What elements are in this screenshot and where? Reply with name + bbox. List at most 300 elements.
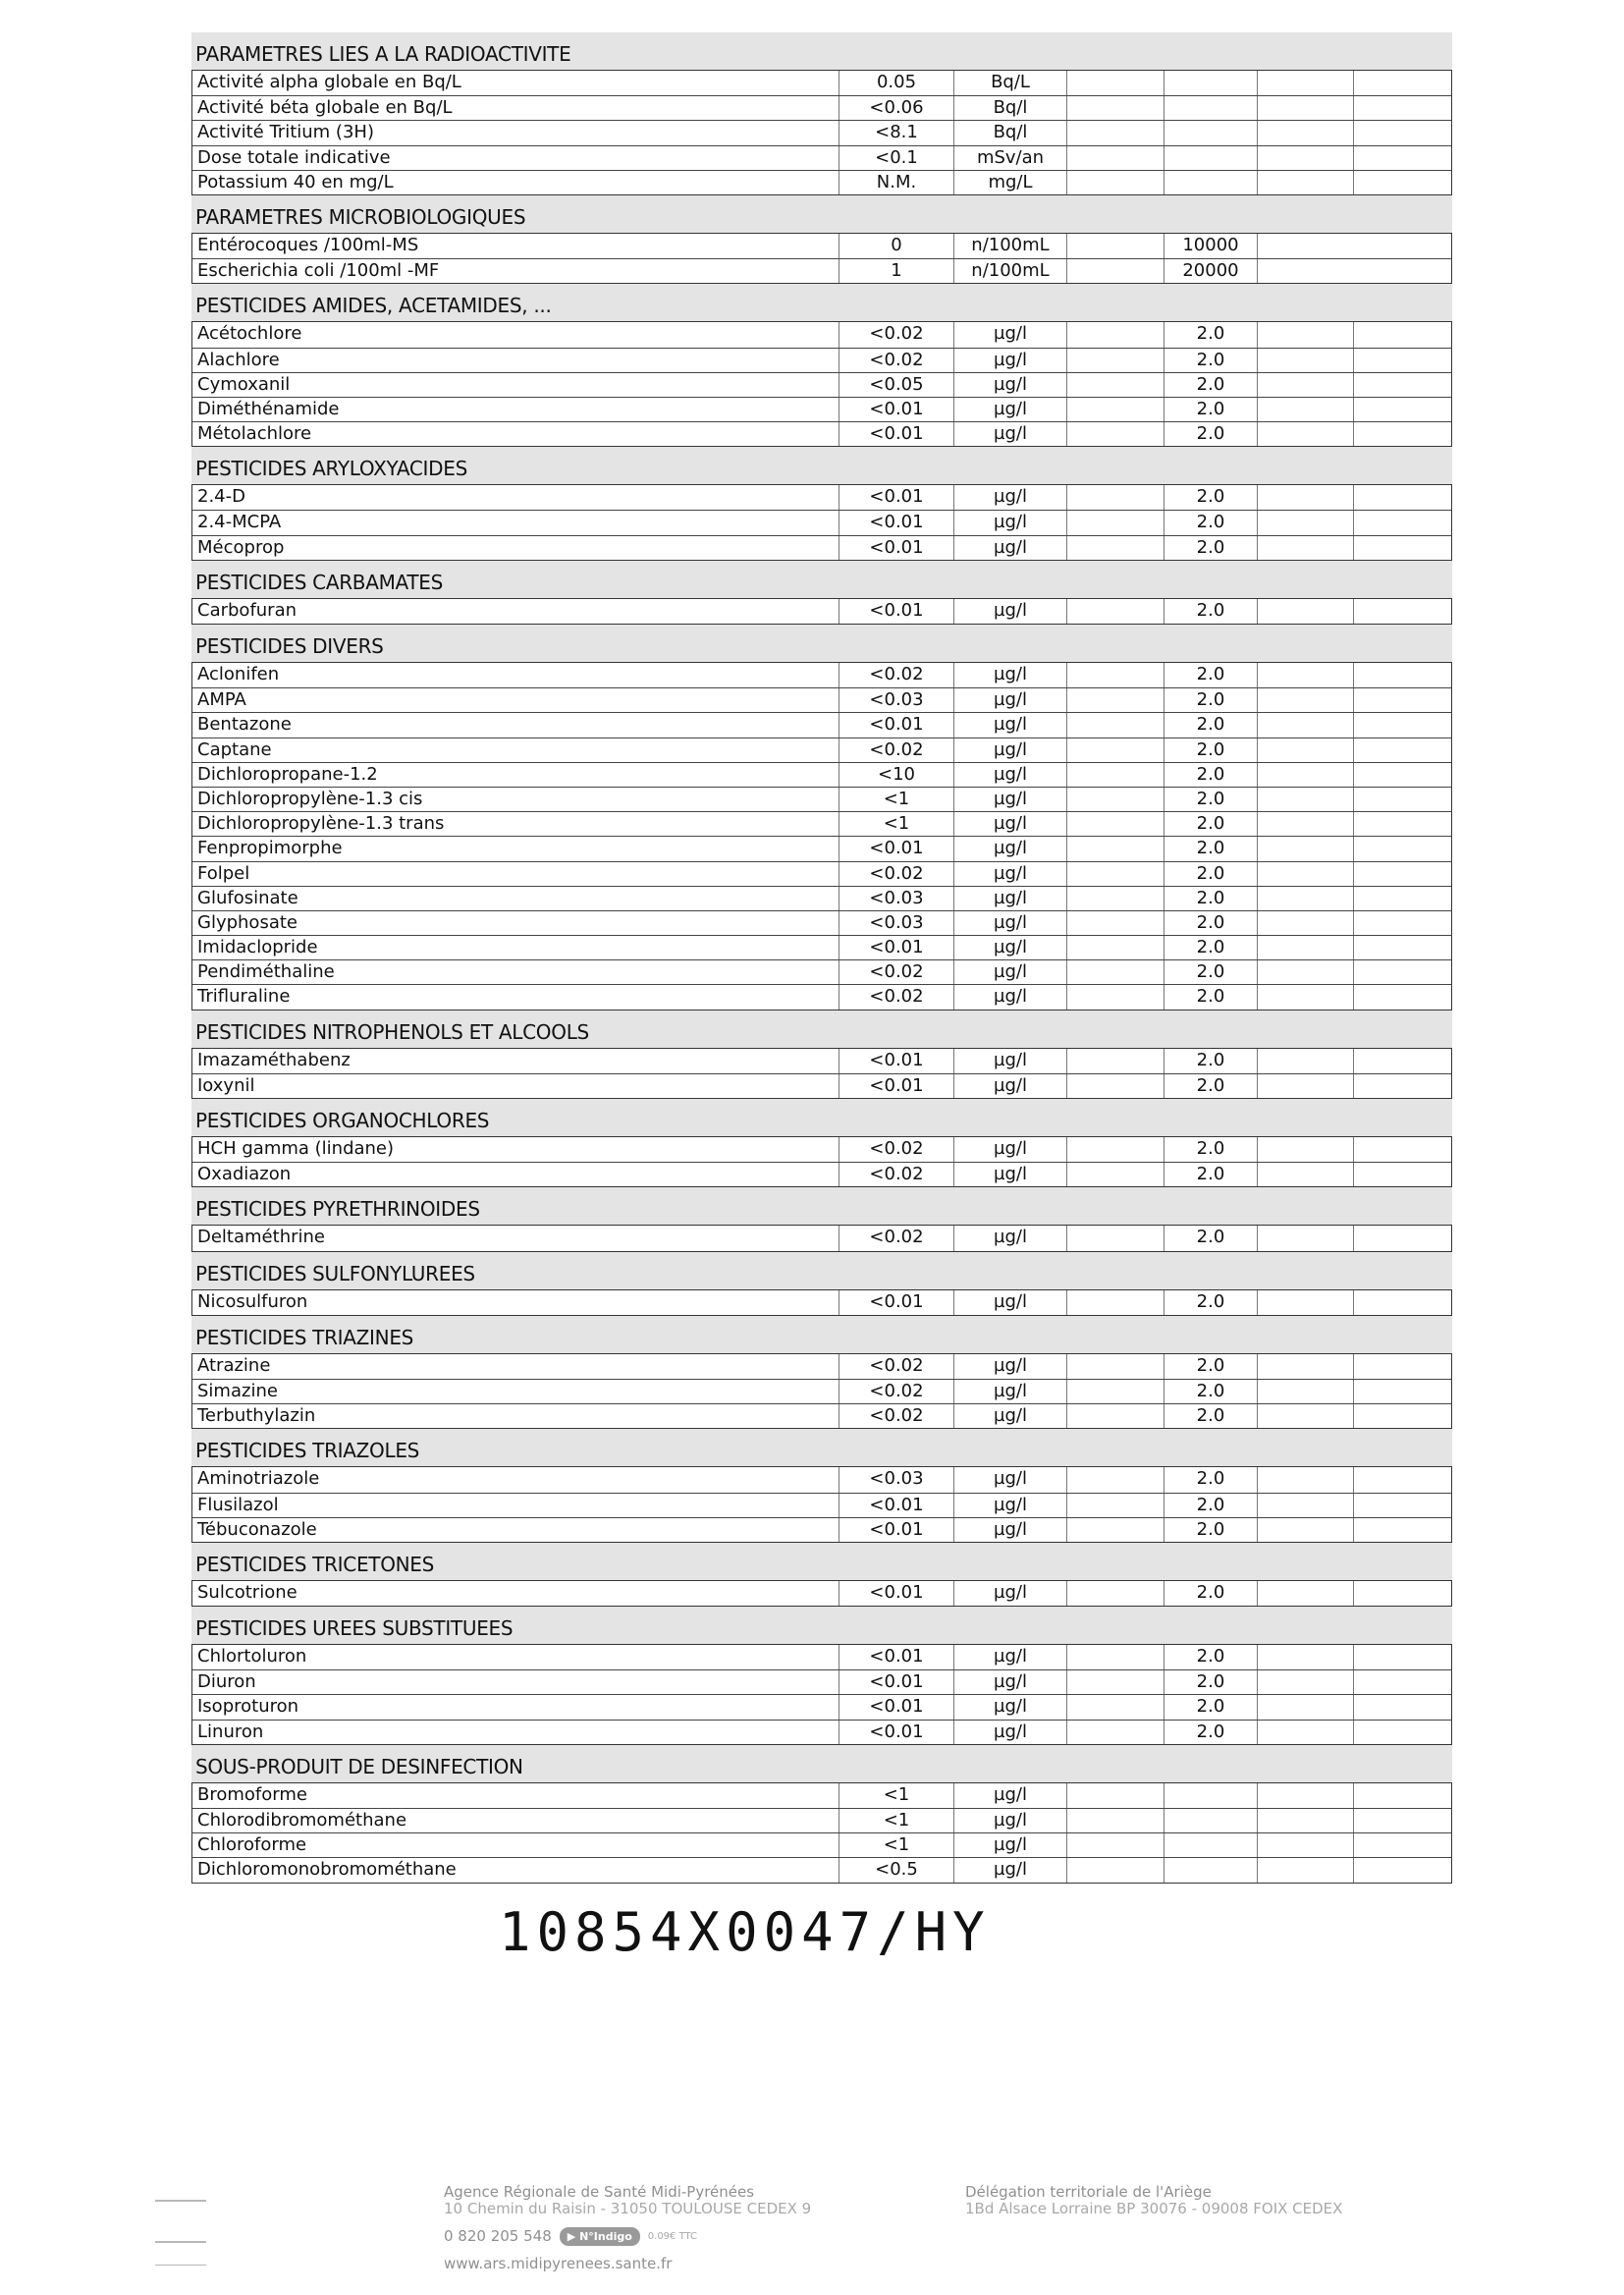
result-value: <8.1 [839,121,953,144]
empty-cell [1066,71,1164,95]
limit-value: 2.0 [1164,887,1257,910]
empty-cell [1066,1494,1164,1517]
parameter-name: Flusilazol [197,1494,279,1515]
empty-cell [1066,1137,1164,1162]
result-unit: µg/l [953,485,1066,510]
table-row [192,861,1451,886]
results-table [191,32,1452,1884]
empty-cell [1066,398,1164,421]
indigo-badge [560,2227,640,2246]
result-value: <0.02 [839,349,953,372]
empty-cell [1066,485,1164,510]
limit-value: 2.0 [1164,373,1257,397]
limit-value [1164,1783,1257,1808]
empty-cell [1066,1858,1164,1882]
parameter-name: Oxadiazon [197,1164,292,1185]
section-rows [191,233,1452,284]
result-unit: µg/l [953,1404,1066,1428]
parameter-name: Dichloromonobromométhane [197,1859,457,1881]
result-unit: µg/l [953,688,1066,712]
parameter-name: Chlorodibromométhane [197,1810,407,1831]
result-value: <0.02 [839,1404,953,1428]
empty-cell [1257,663,1353,687]
limit-value: 2.0 [1164,788,1257,811]
section-rows [191,1644,1452,1745]
result-value: <1 [839,1809,953,1832]
limit-value: 2.0 [1164,688,1257,712]
section-rows [191,662,1452,1011]
result-value: <0.01 [839,1695,953,1719]
result-value: <0.02 [839,738,953,762]
limit-value: 2.0 [1164,663,1257,687]
table-row [192,1354,1451,1379]
empty-cell [1066,788,1164,811]
limit-value: 2.0 [1164,322,1257,347]
limit-value: 2.0 [1164,1645,1257,1669]
limit-value [1164,121,1257,144]
table-row [192,1162,1451,1186]
result-value: <1 [839,788,953,811]
empty-cell [1257,738,1353,762]
result-value: <1 [839,1783,953,1808]
parameter-name: Alachlore [197,349,280,370]
parameter-name: Dichloropropylène-1.3 trans [197,813,445,835]
phone-line [444,2227,811,2246]
empty-cell [1257,1494,1353,1517]
parameter-name: Acétochlore [197,323,302,345]
parameter-name: Diuron [197,1671,256,1693]
result-value: <0.03 [839,1467,953,1492]
limit-value: 20000 [1164,259,1257,283]
play-icon: ▶ [567,2230,576,2243]
table-row [192,372,1451,397]
limit-value: 2.0 [1164,1467,1257,1492]
empty-cell [1066,738,1164,762]
empty-cell [1066,812,1164,836]
empty-cell [1353,1404,1451,1428]
empty-cell [1257,1695,1353,1719]
result-unit: mg/L [953,171,1066,194]
result-unit: µg/l [953,1354,1066,1379]
result-unit: Bq/L [953,71,1066,95]
result-unit: µg/l [953,911,1066,935]
result-value: <0.01 [839,936,953,959]
result-unit: µg/l [953,812,1066,836]
empty-cell [1353,713,1451,737]
empty-cell [1257,1290,1353,1315]
empty-cell [1353,485,1451,510]
parameter-name: Bentazone [197,714,292,736]
parameter-name: Tébuconazole [197,1518,317,1540]
table-row [192,145,1451,170]
table-row [192,1694,1451,1719]
empty-cell [1066,1163,1164,1186]
limit-value: 2.0 [1164,738,1257,762]
empty-cell [1353,663,1451,687]
result-value: <0.01 [839,837,953,860]
result-unit: µg/l [953,536,1066,560]
empty-cell [1353,322,1451,347]
result-value: <1 [839,1833,953,1857]
table-row [192,663,1451,687]
empty-cell [1066,663,1164,687]
empty-cell [1353,1494,1451,1517]
parameter-name: Mécoprop [197,536,285,558]
table-row [192,1467,1451,1492]
result-value: <0.02 [839,960,953,984]
result-unit: µg/l [953,1518,1066,1542]
result-unit: µg/l [953,1049,1066,1073]
result-value: <0.03 [839,911,953,935]
result-value: <0.02 [839,663,953,687]
empty-cell [1066,1695,1164,1719]
empty-cell [1257,763,1353,787]
footer-rule [155,2241,206,2243]
limit-value [1164,1809,1257,1832]
table-row [192,95,1451,120]
empty-cell [1257,96,1353,120]
empty-cell [1066,536,1164,560]
section-header: PESTICIDES ARYLOXYACIDES [191,447,1452,484]
empty-cell [1066,985,1164,1009]
limit-value: 2.0 [1164,1380,1257,1403]
limit-value: 2.0 [1164,862,1257,886]
footer-delegation-block [965,2184,1342,2217]
table-row [192,1720,1451,1744]
result-value: N.M. [839,171,953,194]
parameter-name: Activité alpha globale en Bq/L [197,72,461,92]
table-row [192,1808,1451,1832]
parameter-name: Aclonifen [197,664,280,684]
result-value: <0.01 [839,1518,953,1542]
empty-cell [1257,1581,1353,1606]
empty-cell [1066,713,1164,737]
parameter-name: 2.4-MCPA [197,512,282,533]
empty-cell [1353,1137,1451,1162]
empty-cell [1066,234,1164,258]
limit-value: 2.0 [1164,1137,1257,1162]
empty-cell [1257,536,1353,560]
empty-cell [1353,1670,1451,1694]
limit-value: 2.0 [1164,1049,1257,1073]
agency-website[interactable]: www.ars.midipyrenees.sante.fr [444,2255,673,2272]
result-value: <0.01 [839,536,953,560]
section-rows [191,1466,1452,1543]
table-row [192,1517,1451,1542]
table-row [192,738,1451,762]
table-row [192,535,1451,560]
table-row [192,1049,1451,1073]
limit-value: 2.0 [1164,713,1257,737]
parameter-name: Dose totale indicative [197,146,391,168]
result-value: <0.01 [839,511,953,534]
table-row [192,1581,1451,1606]
result-value: <1 [839,812,953,836]
result-unit: mSv/an [953,146,1066,170]
limit-value: 2.0 [1164,1290,1257,1315]
parameter-name: Carbofuran [197,599,298,621]
result-unit: µg/l [953,936,1066,959]
delegation-address: 1Bd Alsace Lorraine BP 30076 - 09008 FOIX CEDEX [965,2200,1343,2217]
result-unit: µg/l [953,1645,1066,1669]
section-header: PESTICIDES PYRETHRINOIDES [191,1187,1452,1225]
result-value: <0.01 [839,1645,953,1669]
table-row [192,599,1451,624]
parameter-name: Nicosulfuron [197,1290,308,1312]
parameter-name: HCH gamma (lindane) [197,1138,395,1159]
empty-cell [1066,171,1164,194]
table-row [192,959,1451,984]
section-rows [191,1353,1452,1430]
empty-cell [1353,837,1451,860]
table-row [192,687,1451,712]
empty-cell [1257,887,1353,910]
result-value: <0.5 [839,1858,953,1882]
empty-cell [1353,1809,1451,1832]
empty-cell [1353,1695,1451,1719]
limit-value: 2.0 [1164,1670,1257,1694]
empty-cell [1257,322,1353,347]
result-value: <0.02 [839,1163,953,1186]
empty-cell [1257,1518,1353,1542]
empty-cell [1066,322,1164,347]
empty-cell [1353,911,1451,935]
section-rows [191,1580,1452,1607]
section-header: PESTICIDES TRICETONES [191,1543,1452,1580]
table-row [192,811,1451,836]
empty-cell [1066,1049,1164,1073]
result-value: <0.01 [839,713,953,737]
limit-value: 2.0 [1164,1518,1257,1542]
result-value: <0.01 [839,1670,953,1694]
parameter-name: Isoproturon [197,1696,299,1718]
result-unit: µg/l [953,663,1066,687]
limit-value: 2.0 [1164,485,1257,510]
section-rows [191,484,1452,561]
limit-value: 2.0 [1164,837,1257,860]
empty-cell [1066,259,1164,283]
empty-cell [1257,1404,1353,1428]
empty-cell [1257,688,1353,712]
limit-value [1164,96,1257,120]
parameter-name: Fenpropimorphe [197,838,343,859]
empty-cell [1066,121,1164,144]
empty-cell [1257,1809,1353,1832]
table-row [192,120,1451,144]
table-row [192,421,1451,446]
result-unit: µg/l [953,960,1066,984]
limit-value [1164,71,1257,95]
empty-cell [1066,1581,1164,1606]
empty-cell [1257,121,1353,144]
parameter-name: Entérocoques /100ml-MS [197,234,419,255]
empty-cell [1257,1833,1353,1857]
limit-value: 2.0 [1164,1163,1257,1186]
section-header: PESTICIDES UREES SUBSTITUEES [191,1607,1452,1644]
result-unit: µg/l [953,887,1066,910]
empty-cell [1353,146,1451,170]
table-row [192,71,1451,95]
result-unit: µg/l [953,422,1066,446]
parameter-name: Escherichia coli /100ml -MF [197,260,440,282]
empty-cell [1257,1226,1353,1250]
empty-cell [1066,862,1164,886]
empty-cell [1066,1354,1164,1379]
empty-cell [1257,960,1353,984]
result-unit: µg/l [953,862,1066,886]
result-value: <0.01 [839,1290,953,1315]
result-unit: µg/l [953,713,1066,737]
empty-cell [1353,812,1451,836]
parameter-name: Dichloropropylène-1.3 cis [197,788,423,809]
section-rows [191,1782,1452,1884]
limit-value: 2.0 [1164,1074,1257,1098]
empty-cell [1066,1467,1164,1492]
empty-cell [1353,887,1451,910]
result-value: <0.01 [839,398,953,421]
table-row [192,170,1451,194]
result-unit: µg/l [953,349,1066,372]
parameter-name: Trifluraline [197,986,291,1008]
section-header: PESTICIDES ORGANOCHLORES [191,1099,1452,1136]
table-row [192,258,1451,283]
result-unit: µg/l [953,1581,1066,1606]
limit-value: 2.0 [1164,1226,1257,1250]
empty-cell [1066,1404,1164,1428]
result-unit: µg/l [953,1783,1066,1808]
parameter-name: Dichloropropane-1.2 [197,763,378,785]
empty-cell [1353,862,1451,886]
result-unit: µg/l [953,763,1066,787]
result-value: 1 [839,259,953,283]
limit-value [1164,1833,1257,1857]
limit-value: 2.0 [1164,536,1257,560]
result-unit: µg/l [953,1695,1066,1719]
empty-cell [1353,1833,1451,1857]
result-value: 0 [839,234,953,258]
empty-cell [1353,985,1451,1009]
table-row [192,1857,1451,1882]
limit-value [1164,146,1257,170]
empty-cell [1353,1380,1451,1403]
agency-name: Agence Régionale de Santé Midi-Pyrénées [444,2183,755,2201]
table-row [192,322,1451,347]
document-reference: 10854X0047/HY [499,1901,991,1963]
empty-cell [1353,1721,1451,1744]
limit-value: 2.0 [1164,349,1257,372]
result-value: 0.05 [839,71,953,95]
empty-cell [1066,1290,1164,1315]
empty-cell [1066,1670,1164,1694]
empty-cell [1257,985,1353,1009]
parameter-name: Glyphosate [197,911,298,933]
result-unit: µg/l [953,1809,1066,1832]
result-unit: µg/l [953,599,1066,624]
parameter-name: Activité béta globale en Bq/L [197,97,453,119]
result-unit: µg/l [953,1467,1066,1492]
result-unit: µg/l [953,1494,1066,1517]
limit-value: 2.0 [1164,1494,1257,1517]
empty-cell [1353,788,1451,811]
section-rows [191,1048,1452,1099]
section-rows [191,1225,1452,1251]
agency-address: 10 Chemin du Raisin - 31050 TOULOUSE CEDEX 9 [444,2200,812,2217]
limit-value: 2.0 [1164,763,1257,787]
delegation-name: Délégation territoriale de l'Ariège [965,2183,1212,2201]
section-rows [191,70,1452,195]
empty-cell [1257,1721,1353,1744]
section-header: PARAMETRES MICROBIOLOGIQUES [191,195,1452,233]
section-rows [191,321,1452,447]
result-unit: µg/l [953,1833,1066,1857]
parameter-name: Cymoxanil [197,373,291,395]
empty-cell [1353,536,1451,560]
result-unit: µg/l [953,1290,1066,1315]
parameter-name: Sulcotrione [197,1581,298,1603]
section-header: PESTICIDES AMIDES, ACETAMIDES, ... [191,284,1452,321]
limit-value: 2.0 [1164,1695,1257,1719]
empty-cell [1257,911,1353,935]
empty-cell [1257,349,1353,372]
result-value: <0.02 [839,322,953,347]
parameter-name: Potassium 40 en mg/L [197,171,394,192]
result-unit: µg/l [953,1670,1066,1694]
result-value: <0.05 [839,373,953,397]
empty-cell [1353,1163,1451,1186]
empty-cell [1066,422,1164,446]
result-unit: µg/l [953,1163,1066,1186]
empty-cell [1353,1290,1451,1315]
limit-value: 2.0 [1164,1354,1257,1379]
empty-cell [1257,511,1353,534]
result-unit: µg/l [953,1721,1066,1744]
empty-cell [1066,1809,1164,1832]
parameter-name: Folpel [197,862,250,884]
parameter-name: Activité Tritium (3H) [197,122,374,143]
footer-agency-block [444,2184,811,2272]
empty-cell [1257,1163,1353,1186]
empty-cell [1353,763,1451,787]
empty-cell [1066,599,1164,624]
table-row [192,234,1451,258]
parameter-name: Chlortoluron [197,1646,307,1667]
table-row [192,1832,1451,1857]
empty-cell [1353,1645,1451,1669]
parameter-name: Chloroforme [197,1834,307,1856]
table-row [192,1073,1451,1098]
parameter-name: Diméthénamide [197,398,340,419]
parameter-name: Glufosinate [197,887,298,908]
indigo-label: N°Indigo [579,2230,632,2243]
empty-cell [1257,812,1353,836]
empty-cell [1257,1380,1353,1403]
phone-number: 0 820 205 548 [444,2227,552,2245]
parameter-name: Simazine [197,1380,278,1401]
result-unit: µg/l [953,373,1066,397]
parameter-name: Aminotriazole [197,1468,320,1490]
table-row [192,1493,1451,1517]
section-rows [191,1289,1452,1316]
result-unit: µg/l [953,985,1066,1009]
empty-cell [1066,1518,1164,1542]
empty-cell [1257,146,1353,170]
result-value: <0.02 [839,1137,953,1162]
result-value: <0.01 [839,1721,953,1744]
empty-cell [1353,349,1451,372]
parameter-name: Terbuthylazin [197,1405,316,1427]
call-rate: 0.09€ TTC [647,2231,698,2242]
parameter-name: Linuron [197,1721,264,1742]
